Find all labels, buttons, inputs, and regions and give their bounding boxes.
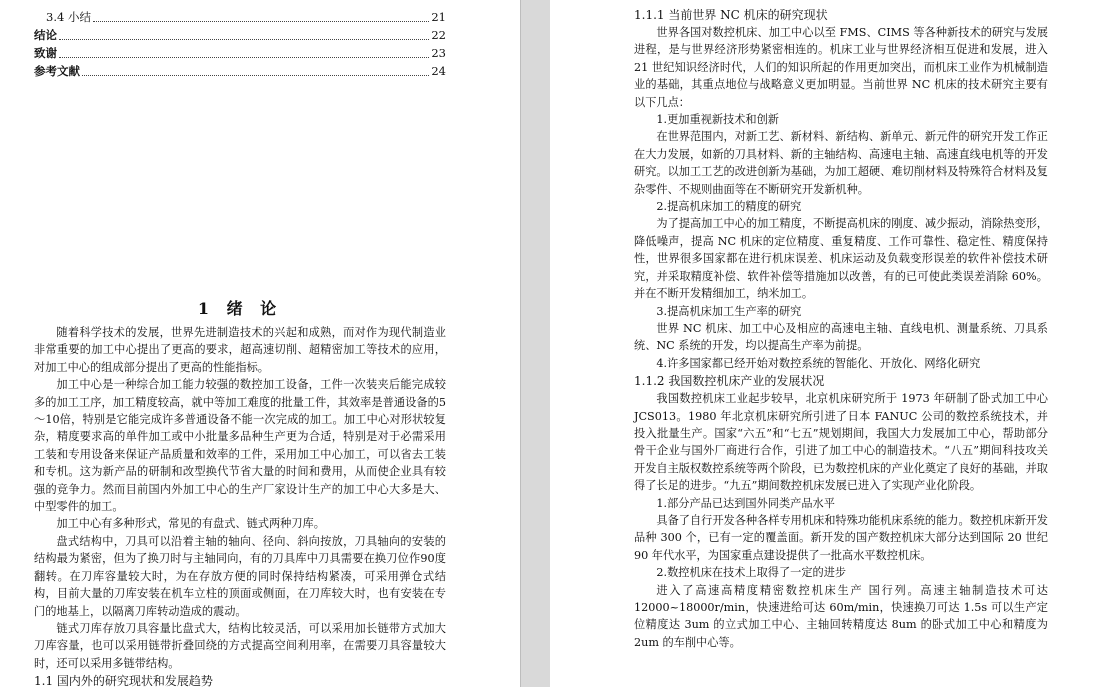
toc-leader-dots bbox=[93, 21, 429, 22]
paragraph: 盘式结构中，刀具可以沿着主轴的轴向、径向、斜向按放，刀具轴向的安装的结构最为紧密，但为了换刀时与主轴同向，有的刀具库中刀具需要在换刀位作90度翻转。在刀库容量较大时，为在存放方便的同时保持结构紧凑，可采用弹仓式结构，目前大量的刀库安装在机车立柱的顶面或侧面，在刀库较大时，也有安装在专门的地基上，以隔离刀库转动造成的震动。 bbox=[34, 534, 446, 618]
paragraph: 链式刀库存放刀具容量比盘式大，结构比较灵活，可以采用加长链带方式加大刀库容量，也可以采用链带折叠回绕的方式提高空间利用率，在需要刀具容量较大时，还可以采用多链带结构。 bbox=[34, 621, 446, 670]
toc-leader-dots bbox=[59, 57, 429, 58]
toc-page-number: 21 bbox=[431, 10, 446, 24]
toc-row[interactable] bbox=[34, 26, 446, 44]
list-item: 1.更加重视新技术和创新 bbox=[656, 113, 779, 127]
toc-row[interactable] bbox=[34, 8, 446, 26]
paragraph: 为了提高加工中心的加工精度，不断提高机床的刚度、减少振动，消除热变形，降低噪声，提高 NC 机床的定位精度、重复精度、工作可靠性、稳定性、精度保持性，世界很多国家都在进行机床误差、机床运动及负载变形误差的软件补偿技术研究，并采取精度补偿、软件补偿等措施加以改善，有的已可使此类误差消除 60%。并在不断开发精细加工，纳米加工。 bbox=[634, 217, 1048, 301]
toc-label: 3.4 小结 bbox=[46, 10, 91, 24]
page-gutter bbox=[520, 0, 552, 687]
toc-label: 参考文献 bbox=[34, 64, 80, 78]
toc-label: 致谢 bbox=[34, 46, 57, 60]
paragraph: 我国数控机床工业起步较早，北京机床研究所于 1973 年研制了卧式加工中心 JCS013。1980 年北京机床研究所引进了日本 FANUC 公司的数控系统技术，并投入批量生产。国家“六五”和“七五”规划期间，我国大力发展加工中心，帮助部分骨干企业与国外厂商进行合作，引进了加工中心的制造技术。“八五”期间科技攻关开发自主版权数控系统等两个阶段，已为数控机床的产业化奠定了良好的基础，并取得了长足的进步。“九五”期间数控机床发展已进入了实现产业化阶段。 bbox=[634, 392, 1048, 493]
paragraph: 随着科学技术的发展，世界先进制造技术的兴起和成熟，而对作为现代制造业非常重要的加工中心提出了更高的要求，超高速切削、超精密加工等技术的应用，对加工中心的组成部分提出了更高的性能指标。 bbox=[34, 326, 446, 374]
toc-row[interactable] bbox=[34, 62, 446, 80]
toc-leader-dots bbox=[59, 39, 429, 40]
paragraph: 进入了高速高精度精密数控机床生产 国行列。高速主轴制造技术可达 12000~18000r/min，快速进给可达 60m/min，快速换刀可达 1.5s 可以生产定位精度达 3um 的立式加工中心、主轴回转精度达 8um 的卧式加工中心和精度为 2um 的车削中心等。 bbox=[634, 583, 1048, 649]
subsection-heading: 1.1.2 我国数控机床产业的发展状况 bbox=[634, 374, 825, 389]
list-item: 4.许多国家都已经开始对数控系统的智能化、开放化、网络化研究 bbox=[656, 356, 981, 370]
left-page bbox=[0, 0, 520, 687]
list-item: 3.提高机床加工生产率的研究 bbox=[656, 304, 802, 318]
section-body bbox=[634, 6, 1048, 651]
list-item: 2.数控机床在技术上取得了一定的进步 bbox=[656, 566, 847, 580]
toc-row[interactable] bbox=[34, 44, 446, 62]
paragraph: 加工中心是一种综合加工能力较强的数控加工设备，工件一次装夹后能完成较多的加工工序，加工精度较高，就中等加工难度的批量工件，其效率是普通设备的5～10倍，特别是它能完成许多普通设备不能一次完成的加工。加工中心对形状较复杂，精度要求高的单件加工或中小批量多品种生产更为合适，特别是对于必需采用工装和专用设备来保证产品质量和效率的工件，采用加工中心加工，可以省去工装和专机。这为新产品的研制和改型换代节省大量的时间和费用，从而使企业具有较强的竞争力。然而目前国内外加工中心的生产厂家设计生产的加工中心大多是大、中型零件的加工。 bbox=[34, 378, 446, 514]
table-of-contents bbox=[34, 8, 446, 80]
list-item: 1.部分产品已达到国外同类产品水平 bbox=[656, 496, 835, 510]
chapter-body bbox=[34, 298, 446, 687]
paragraph: 世界各国对数控机床、加工中心以至 FMS、CIMS 等各种新技术的研究与发展进程，是与世界经济形势紧密相连的。机床工业与世界经济相互促进和发展，进入 21 世纪知识经济时代，人们的知识所起的作用更加突出，而机床工业作为机械制造业的基础，其重点地位与战略意义更加明显。当前世界 NC 机床的技术研究主要有以下几点： bbox=[634, 26, 1048, 109]
subsection-heading: 1.1.1 当前世界 NC 机床的研究现状 bbox=[634, 8, 828, 22]
paragraph: 世界 NC 机床、加工中心及相应的高速电主轴、直线电机、测量系统、刀具系统、NC 系统的开发，均以提高生产率为前提。 bbox=[634, 321, 1048, 353]
toc-page-number: 23 bbox=[431, 46, 446, 60]
paragraph: 加工中心有多种形式，常见的有盘式、链式两种刀库。 bbox=[56, 517, 325, 531]
paragraph: 具备了自行开发各种各样专用机床和特殊功能机床系统的能力。数控机床新开发品种 300 个，已有一定的覆盖面。新开发的国产数控机床大部分达到国际 20 世纪 90 年代水平，为国家重点建设提供了一批高水平数控机床。 bbox=[634, 513, 1048, 562]
toc-label: 结论 bbox=[34, 28, 57, 42]
chapter-title: 1 绪 论 bbox=[197, 299, 283, 318]
toc-page-number: 24 bbox=[431, 64, 446, 78]
list-item: 2.提高机床加工的精度的研究 bbox=[656, 200, 802, 214]
toc-leader-dots bbox=[82, 75, 429, 76]
section-heading: 1.1 国内外的研究现状和发展趋势 bbox=[34, 674, 213, 687]
right-page bbox=[550, 0, 1106, 687]
paragraph: 在世界范围内，对新工艺、新材料、新结构、新单元、新元件的研究开发工作正在大力发展，如新的刀具材料、新的主轴结构、高速电主轴、高速直线电机等的开发研究。以加工工艺的改进创新为基础，为加工超硬、难切削材料及特殊符合材料及复杂零件、不规则曲面等在不断研究开发新机种。 bbox=[634, 130, 1048, 196]
toc-page-number: 22 bbox=[431, 28, 446, 42]
